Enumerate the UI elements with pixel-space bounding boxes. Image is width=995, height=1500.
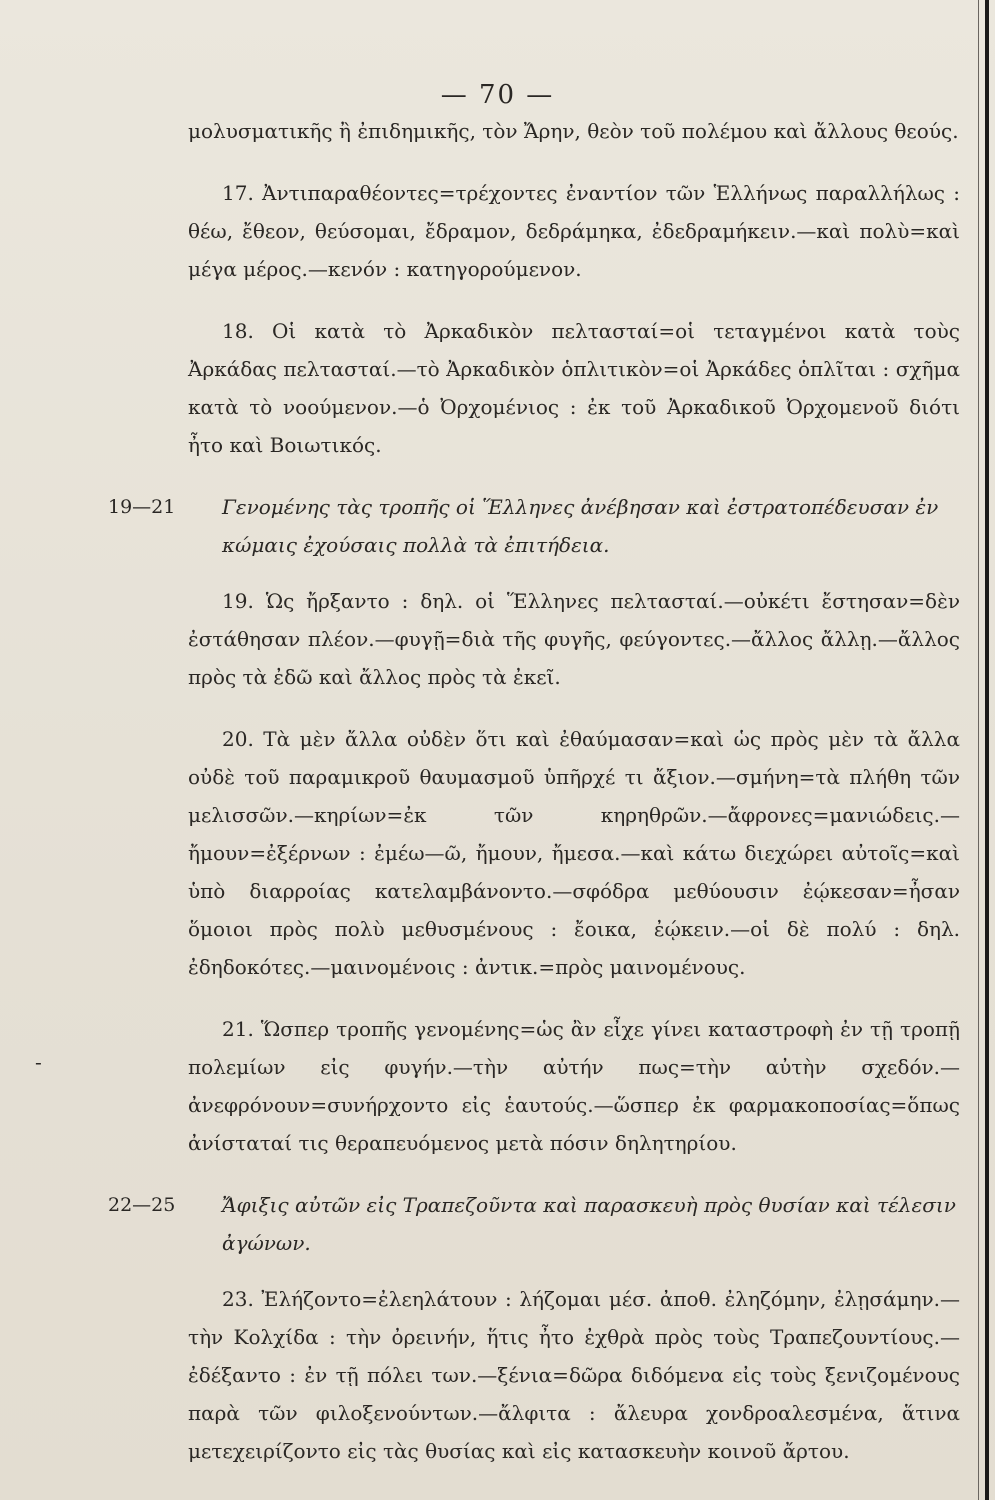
page-edge-shadow: [985, 0, 989, 1500]
margin-dash: -: [35, 1050, 42, 1074]
commentary-text: [108, 112, 960, 1494]
section-summary-22-25: [108, 1186, 960, 1262]
paragraph-continuation: μολυσματικῆς ἢ ἐπιδημικῆς, τὸν Ἄρην, θεὸν τοῦ πολέμου καὶ ἄλλους θεούς.: [188, 119, 959, 143]
section-summary-text: Ἄφιξις αὐτῶν εἰς Τραπεζοῦντα καὶ παρασκευὴ πρὸς θυσίαν καὶ τέλεσιν ἀγώνων.: [222, 1193, 956, 1255]
note-18: 18. Οἱ κατὰ τὸ Ἀρκαδικὸν πελτασταί=οἱ τεταγμένοι κατὰ τοὺς Ἀρκάδας πελτασταί.—τὸ Ἀρκαδικὸν ὁπλιτικὸν=οἱ Ἀρκάδες ὁπλῖται : σχῆμα κατὰ τὸ νοούμενον.—ὁ Ὀρχομένιος : ἐκ τοῦ Ἀρκαδικοῦ Ὀρχομενοῦ διότι ἦτο καὶ Βοιωτικός.: [188, 319, 960, 457]
section-range-label: 22—25: [108, 1194, 176, 1216]
page-number: — 70 —: [440, 80, 555, 110]
section-summary-19-21: [108, 488, 960, 564]
note-21: 21. Ὥσπερ τροπῆς γενομένης=ὡς ἂν εἶχε γίνει καταστροφὴ ἐν τῇ τροπῇ πολεμίων εἰς φυγήν.—τὴν αὐτήν πως=τὴν αὐτὴν σχεδόν.—ἀνεφρόνουν=συνήρχοντο εἰς ἑαυτούς.—ὥσπερ ἐκ φαρμακοποσίας=ὅπως ἀνίσταταί τις θεραπευόμενος μετὰ πόσιν δηλητηρίου.: [188, 1017, 960, 1155]
note-17: 17. Ἀντιπαραθέοντες=τρέχοντες ἐναντίον τῶν Ἑλλήνως παραλλήλως : θέω, ἔθεον, θεύσομαι, ἔδραμον, δεδράμηκα, ἐδεδραμήκειν.—καὶ πολὺ=καὶ μέγα μέρος.—κενόν : κατηγορούμενον.: [188, 181, 960, 281]
section-summary-text: Γενομένης τὰς τροπῆς οἱ Ἕλληνες ἀνέβησαν καὶ ἐστρατοπέδευσαν ἐν κώμαις ἐχούσαις πολλὰ τὰ ἐπιτήδεια.: [222, 495, 939, 557]
page-edge-line: [978, 0, 979, 1500]
note-23: 23. Ἐλήζοντο=ἐλεηλάτουν : λήζομαι μέσ. ἀποθ. ἐληζόμην, ἐλῃσάμην.—τὴν Κολχίδα : τὴν ὀρεινήν, ἥτις ἦτο ἐχθρὰ πρὸς τοὺς Τραπεζουντίους.—ἐδέξαντο : ἐν τῇ πόλει των.—ξένια=δῶρα διδόμενα εἰς τοὺς ξενιζομένους παρὰ τῶν φιλοξενούντων.—ἄλφιτα : ἄλευρα χονδροαλεσμένα, ἅτινα μετεχειρίζοντο εἰς τὰς θυσίας καὶ εἰς κατασκευὴν κοινοῦ ἄρτου.: [188, 1287, 960, 1463]
note-19: 19. Ὡς ἤρξαντο : δηλ. οἱ Ἕλληνες πελτασταί.—οὐκέτι ἔστησαν=δὲν ἐστάθησαν πλέον.—φυγῇ=διὰ τῆς φυγῆς, φεύγοντες.—ἄλλος ἄλλῃ.—ἄλλος πρὸς τὰ ἐδῶ καὶ ἄλλος πρὸς τὰ ἐκεῖ.: [188, 589, 960, 689]
note-20: 20. Τὰ μὲν ἄλλα οὐδὲν ὅτι καὶ ἐθαύμασαν=καὶ ὡς πρὸς μὲν τὰ ἄλλα οὐδὲ τοῦ παραμικροῦ θαυμασμοῦ ὑπῆρχέ τι ἄξιον.—σμήνη=τὰ πλήθη τῶν μελισσῶν.—κηρίων=ἐκ τῶν κηρηθρῶν.—ἄφρονες=μανιώδεις.—ἤμουν=ἐξέρνων : ἐμέω—ῶ, ἤμουν, ἤμεσα.—καὶ κάτω διεχώρει αὐτοῖς=καὶ ὑπὸ διαρροίας κατελαμβάνοντο.—σφόδρα μεθύουσιν ἐῴκεσαν=ἦσαν ὅμοιοι πρὸς πολὺ μεθυσμένους : ἔοικα, ἐῴκειν.—οἱ δὲ πολύ : δηλ. ἐδηδοκότες.—μαινομένοις : ἀντικ.=πρὸς μαινομένους.: [188, 727, 960, 979]
section-range-label: 19—21: [108, 496, 176, 518]
